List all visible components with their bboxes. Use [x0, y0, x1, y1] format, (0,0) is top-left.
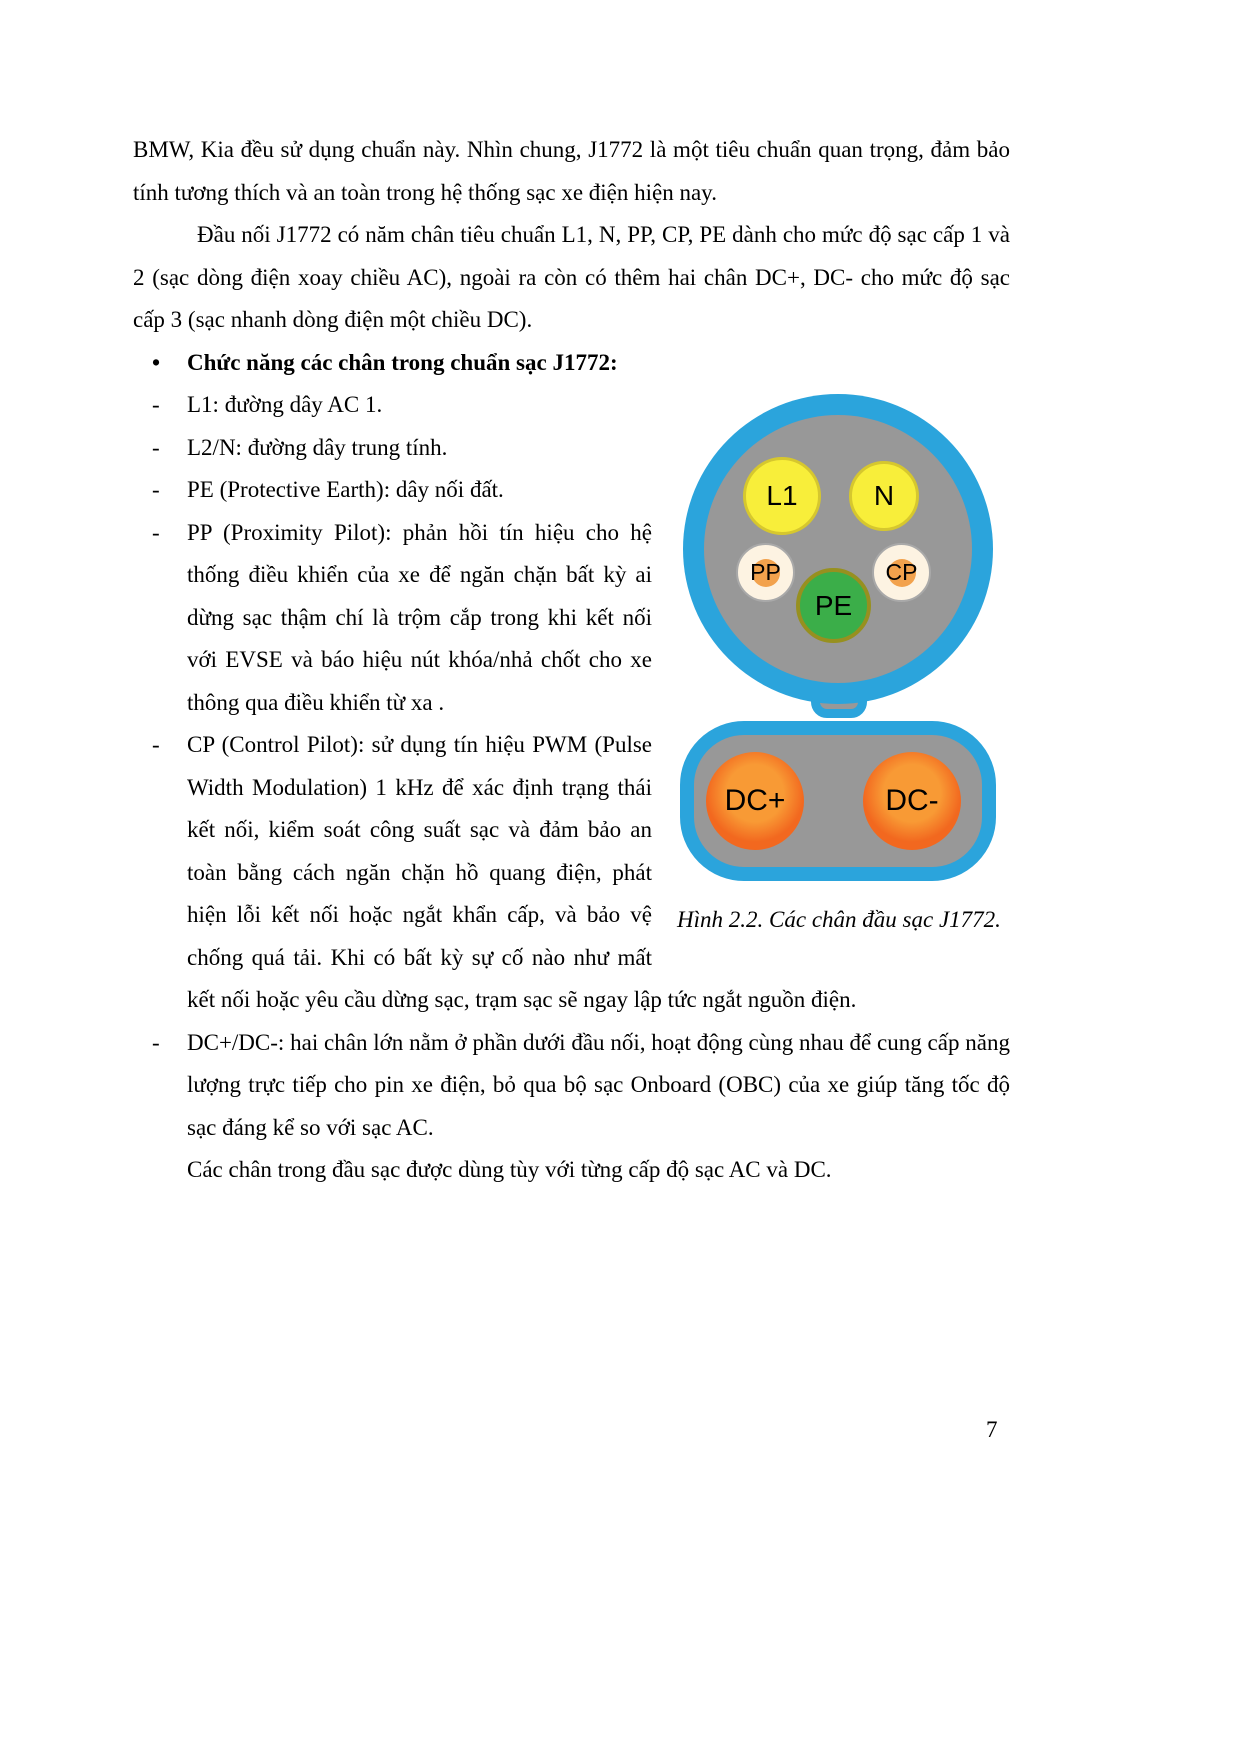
- pin-pe: [796, 568, 871, 643]
- list-item-text: PE (Protective Earth): dây nối đất.: [187, 477, 504, 502]
- page-number: 7: [986, 1417, 998, 1442]
- list-marker: -: [152, 519, 160, 545]
- list-item-text: L1: đường dây AC 1.: [187, 392, 383, 417]
- pin-dc-minus: [863, 752, 961, 850]
- ac-connector-face: [704, 415, 972, 683]
- paragraph-connector-pins: Đầu nối J1772 có năm chân tiêu chuẩn L1, N, PP, CP, PE dành cho mức độ sạc cấp 1 và 2 (sạc dòng điện xoay chiều AC), ngoài ra còn có thêm hai chân DC+, DC- cho mức độ sạc cấp 3 (sạc nhanh dòng điện một chiều DC).: [133, 222, 1010, 332]
- pin-n: [849, 461, 919, 531]
- pin-l1: [743, 457, 821, 535]
- list-marker: -: [152, 1029, 160, 1055]
- pin-n-label: N: [873, 480, 895, 511]
- pin-cp: [872, 543, 931, 602]
- list-item-text: L2/N: đường dây trung tính.: [187, 434, 448, 460]
- pin-pe-label: PE: [814, 589, 853, 621]
- list-item-dc: [133, 1022, 1010, 1150]
- figure-caption: Hình 2.2. Các chân đầu sạc J1772.: [677, 907, 1001, 932]
- section-heading-text: Chức năng các chân trong chuẩn sạc J1772:: [187, 349, 618, 375]
- list-item-text: PP (Proximity Pilot): phản hồi tín hiệu cho hệ thống điều khiển của xe để ngăn chặn bất kỳ ai dừng sạc thậm chí là trộm cắp trong khi kết nối với EVSE và báo hiệu nút khóa/nhả chốt cho xe thông qua điều khiển từ xa .: [187, 519, 652, 715]
- page-content: [133, 0, 1010, 1192]
- list-marker: -: [152, 392, 160, 417]
- pin-dc-plus: [706, 752, 804, 850]
- pin-pp: [736, 543, 795, 602]
- list-item-text: DC+/DC-: hai chân lớn nằm ở phần dưới đầu nối, hoạt động cùng nhau để cung cấp năng lượng trực tiếp cho pin xe điện, bỏ qua bộ sạc Onboard (OBC) của xe giúp tăng tốc độ sạc đáng kể so với sạc AC.: [187, 1029, 1010, 1140]
- dc-connector-diagram: [680, 721, 996, 881]
- section-heading: [133, 342, 1010, 385]
- closing-line: Các chân trong đầu sạc được dùng tùy với từng cấp độ sạc AC và DC.: [187, 1157, 832, 1182]
- pin-l1-label: L1: [766, 480, 798, 511]
- pin-cp-label: CP: [885, 559, 918, 585]
- pin-dc-minus-label: DC-: [885, 784, 939, 817]
- list-marker: -: [152, 477, 160, 502]
- ac-connector-diagram: [683, 394, 993, 704]
- pin-dc-plus-label: DC+: [724, 784, 786, 817]
- list-marker: -: [152, 732, 160, 757]
- bullet-icon: •: [152, 349, 161, 375]
- list-marker: -: [152, 434, 160, 460]
- paragraph-intro: BMW, Kia đều sử dụng chuẩn này. Nhìn chung, J1772 là một tiêu chuẩn quan trọng, đảm bảo tính tương thích và an toàn trong hệ thống sạc xe điện hiện nay.: [133, 137, 1010, 205]
- figure-j1772-connectors: [670, 384, 1010, 959]
- list-item-text: CP (Control Pilot): sử dụng tín hiệu PWM (Pulse Width Modulation) 1 kHz để xác định trạng thái kết nối, kiểm soát công suất sạc và đảm bảo an toàn bằng cách ngăn chặn hồ quang điện, phát hiện lỗi kết nối hoặc ngắt khẩn cấp, và bảo vệ chống quá tải. Khi có bất kỳ sự cố nào như mất kết nối hoặc yêu cầu dừng sạc, trạm sạc sẽ ngay lập tức ngắt nguồn điện.: [187, 732, 857, 1012]
- pin-pp-label: PP: [750, 559, 781, 585]
